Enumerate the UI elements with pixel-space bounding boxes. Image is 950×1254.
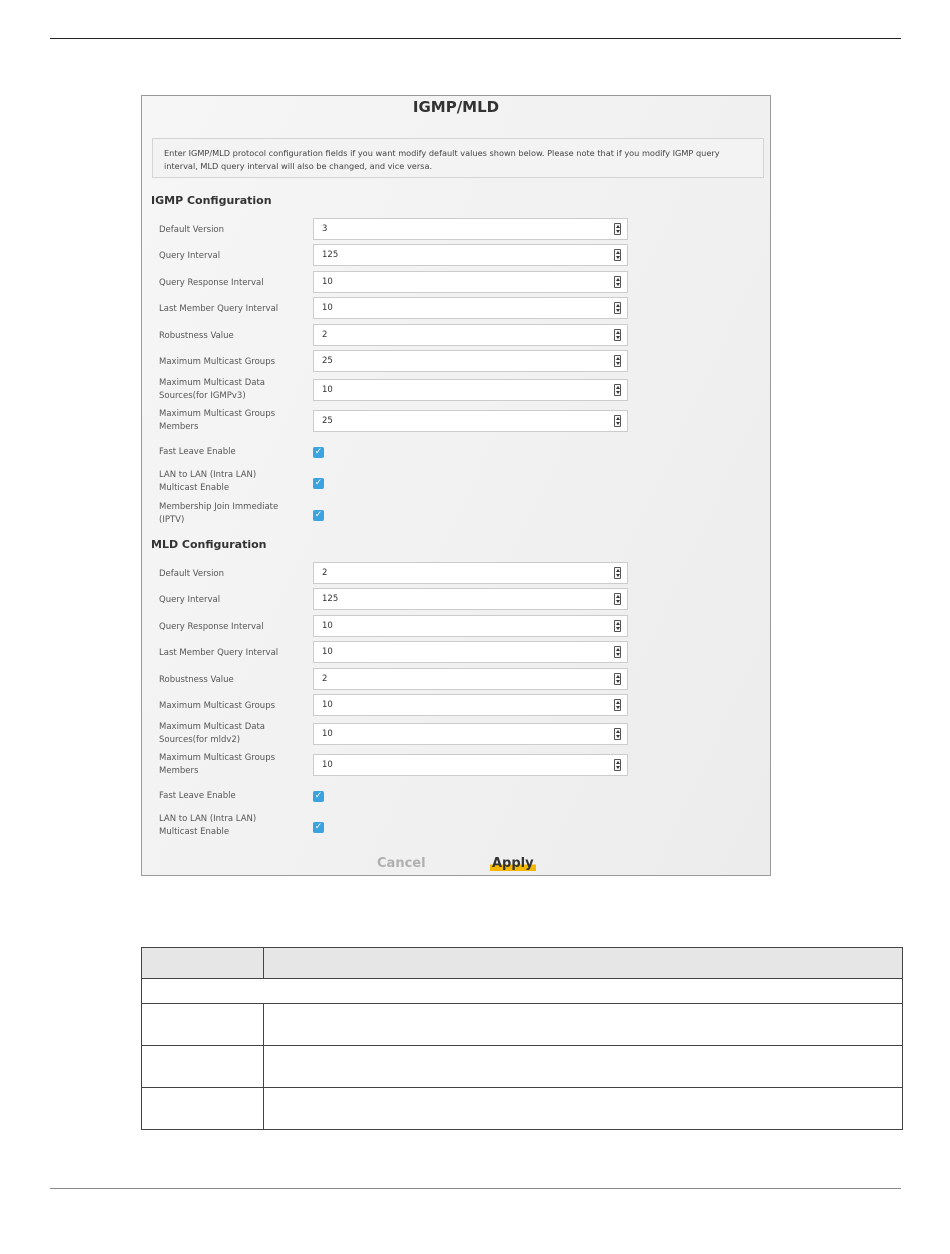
field-label: Fast Leave Enable: [159, 447, 236, 457]
field-label: Maximum Multicast Groups: [159, 357, 276, 367]
spinner-arrows-icon[interactable]: [614, 384, 621, 396]
mld-last-member-query-interval-input[interactable]: [313, 641, 628, 663]
input-value: 10: [322, 729, 333, 739]
spinner-arrows-icon[interactable]: [614, 276, 621, 288]
input-value: 10: [322, 760, 333, 770]
table-header-cell: [264, 948, 903, 979]
field-label: Default Version: [159, 225, 225, 235]
field-label: Fast Leave Enable: [159, 791, 236, 801]
igmp-max-multicast-groups-members-input[interactable]: [313, 410, 628, 432]
igmp-membership-join-checkbox[interactable]: ✓: [314, 510, 323, 520]
input-value: 10: [322, 385, 333, 395]
spinner-arrows-icon[interactable]: [614, 759, 621, 771]
spinner-arrows-icon[interactable]: [614, 728, 621, 740]
spinner-arrows-icon[interactable]: [614, 646, 621, 658]
field-label: Maximum Multicast Groups: [159, 701, 276, 711]
mld-section-title: MLD Configuration: [151, 538, 267, 551]
spinner-arrows-icon[interactable]: [614, 673, 621, 685]
field-label: Last Member Query Interval: [159, 304, 279, 314]
spinner-arrows-icon[interactable]: [614, 249, 621, 261]
spinner-arrows-icon[interactable]: [614, 699, 621, 711]
table-cell: [142, 1004, 264, 1046]
field-label: Query Response Interval: [159, 278, 264, 288]
igmp-last-member-query-interval-input[interactable]: [313, 297, 628, 319]
mld-robustness-value-input[interactable]: [313, 668, 628, 690]
input-value: 10: [322, 621, 333, 631]
input-value: 10: [322, 647, 333, 657]
mld-max-multicast-groups-input[interactable]: [313, 694, 628, 716]
table-row: [142, 1004, 903, 1046]
field-label: Query Interval: [159, 251, 221, 261]
input-value: 2: [322, 568, 328, 578]
apply-button[interactable]: Apply: [492, 856, 534, 871]
igmp-max-multicast-groups-input[interactable]: [313, 350, 628, 372]
cancel-button[interactable]: Cancel: [377, 856, 426, 871]
info-note: Enter IGMP/MLD protocol configuration fields if you want modify default values shown below. Please note that if you modify IGMP query interval, MLD query interval will also be changed, and vice versa.: [152, 138, 764, 178]
table-header-cell: [142, 948, 264, 979]
input-value: 25: [322, 356, 333, 366]
spinner-arrows-icon[interactable]: [614, 302, 621, 314]
field-label: Membership Join Immediate (IPTV): [159, 502, 279, 525]
table-row: [142, 1046, 903, 1088]
header-rule: [50, 38, 901, 39]
field-label: LAN to LAN (Intra LAN) Multicast Enable: [159, 814, 257, 837]
mld-lan-to-lan-checkbox[interactable]: ✓: [314, 822, 323, 832]
igmp-fast-leave-checkbox[interactable]: ✓: [314, 447, 323, 457]
field-label: Maximum Multicast Groups Members: [159, 753, 276, 776]
input-value: 125: [322, 250, 339, 260]
mld-query-interval-input[interactable]: [313, 588, 628, 610]
input-value: 10: [322, 303, 333, 313]
spinner-arrows-icon[interactable]: [614, 223, 621, 235]
igmp-query-interval-input[interactable]: [313, 244, 628, 266]
input-value: 2: [322, 674, 328, 684]
igmp-section-title: IGMP Configuration: [151, 194, 272, 207]
table-cell: [142, 1088, 264, 1130]
table-cell: [264, 1088, 903, 1130]
input-value: 125: [322, 594, 339, 604]
field-label: Maximum Multicast Data Sources(for mldv2): [159, 722, 266, 745]
table-cell: [264, 1004, 903, 1046]
igmp-default-version-input[interactable]: [313, 218, 628, 240]
spinner-arrows-icon[interactable]: [614, 355, 621, 367]
igmp-max-multicast-data-sources-input[interactable]: [313, 379, 628, 401]
input-value: 3: [322, 224, 328, 234]
table-header-row: [142, 948, 903, 979]
table-cell: [142, 979, 903, 1004]
mld-max-multicast-groups-members-input[interactable]: [313, 754, 628, 776]
table-row: [142, 1088, 903, 1130]
footer-rule: [50, 1188, 901, 1189]
igmp-query-response-interval-input[interactable]: [313, 271, 628, 293]
igmp-lan-to-lan-checkbox[interactable]: ✓: [314, 478, 323, 488]
mld-default-version-input[interactable]: [313, 562, 628, 584]
field-label: LAN to LAN (Intra LAN) Multicast Enable: [159, 470, 257, 493]
field-label: Maximum Multicast Groups Members: [159, 409, 276, 432]
field-label: Default Version: [159, 569, 225, 579]
description-table: [141, 947, 903, 1130]
table-section-row: [142, 979, 903, 1004]
igmp-mld-panel: [141, 95, 771, 876]
field-label: Maximum Multicast Data Sources(for IGMPv3): [159, 378, 266, 401]
spinner-arrows-icon[interactable]: [614, 567, 621, 579]
mld-fast-leave-checkbox[interactable]: ✓: [314, 791, 323, 801]
spinner-arrows-icon[interactable]: [614, 593, 621, 605]
igmp-robustness-value-input[interactable]: [313, 324, 628, 346]
spinner-arrows-icon[interactable]: [614, 329, 621, 341]
mld-max-multicast-data-sources-input[interactable]: [313, 723, 628, 745]
input-value: 10: [322, 700, 333, 710]
field-label: Query Response Interval: [159, 622, 264, 632]
field-label: Robustness Value: [159, 331, 234, 341]
table-cell: [142, 1046, 264, 1088]
field-label: Query Interval: [159, 595, 221, 605]
mld-query-response-interval-input[interactable]: [313, 615, 628, 637]
spinner-arrows-icon[interactable]: [614, 620, 621, 632]
input-value: 2: [322, 330, 328, 340]
table-cell: [264, 1046, 903, 1088]
input-value: 25: [322, 416, 333, 426]
field-label: Robustness Value: [159, 675, 234, 685]
panel-title: IGMP/MLD: [412, 98, 500, 116]
field-label: Last Member Query Interval: [159, 648, 279, 658]
input-value: 10: [322, 277, 333, 287]
spinner-arrows-icon[interactable]: [614, 415, 621, 427]
